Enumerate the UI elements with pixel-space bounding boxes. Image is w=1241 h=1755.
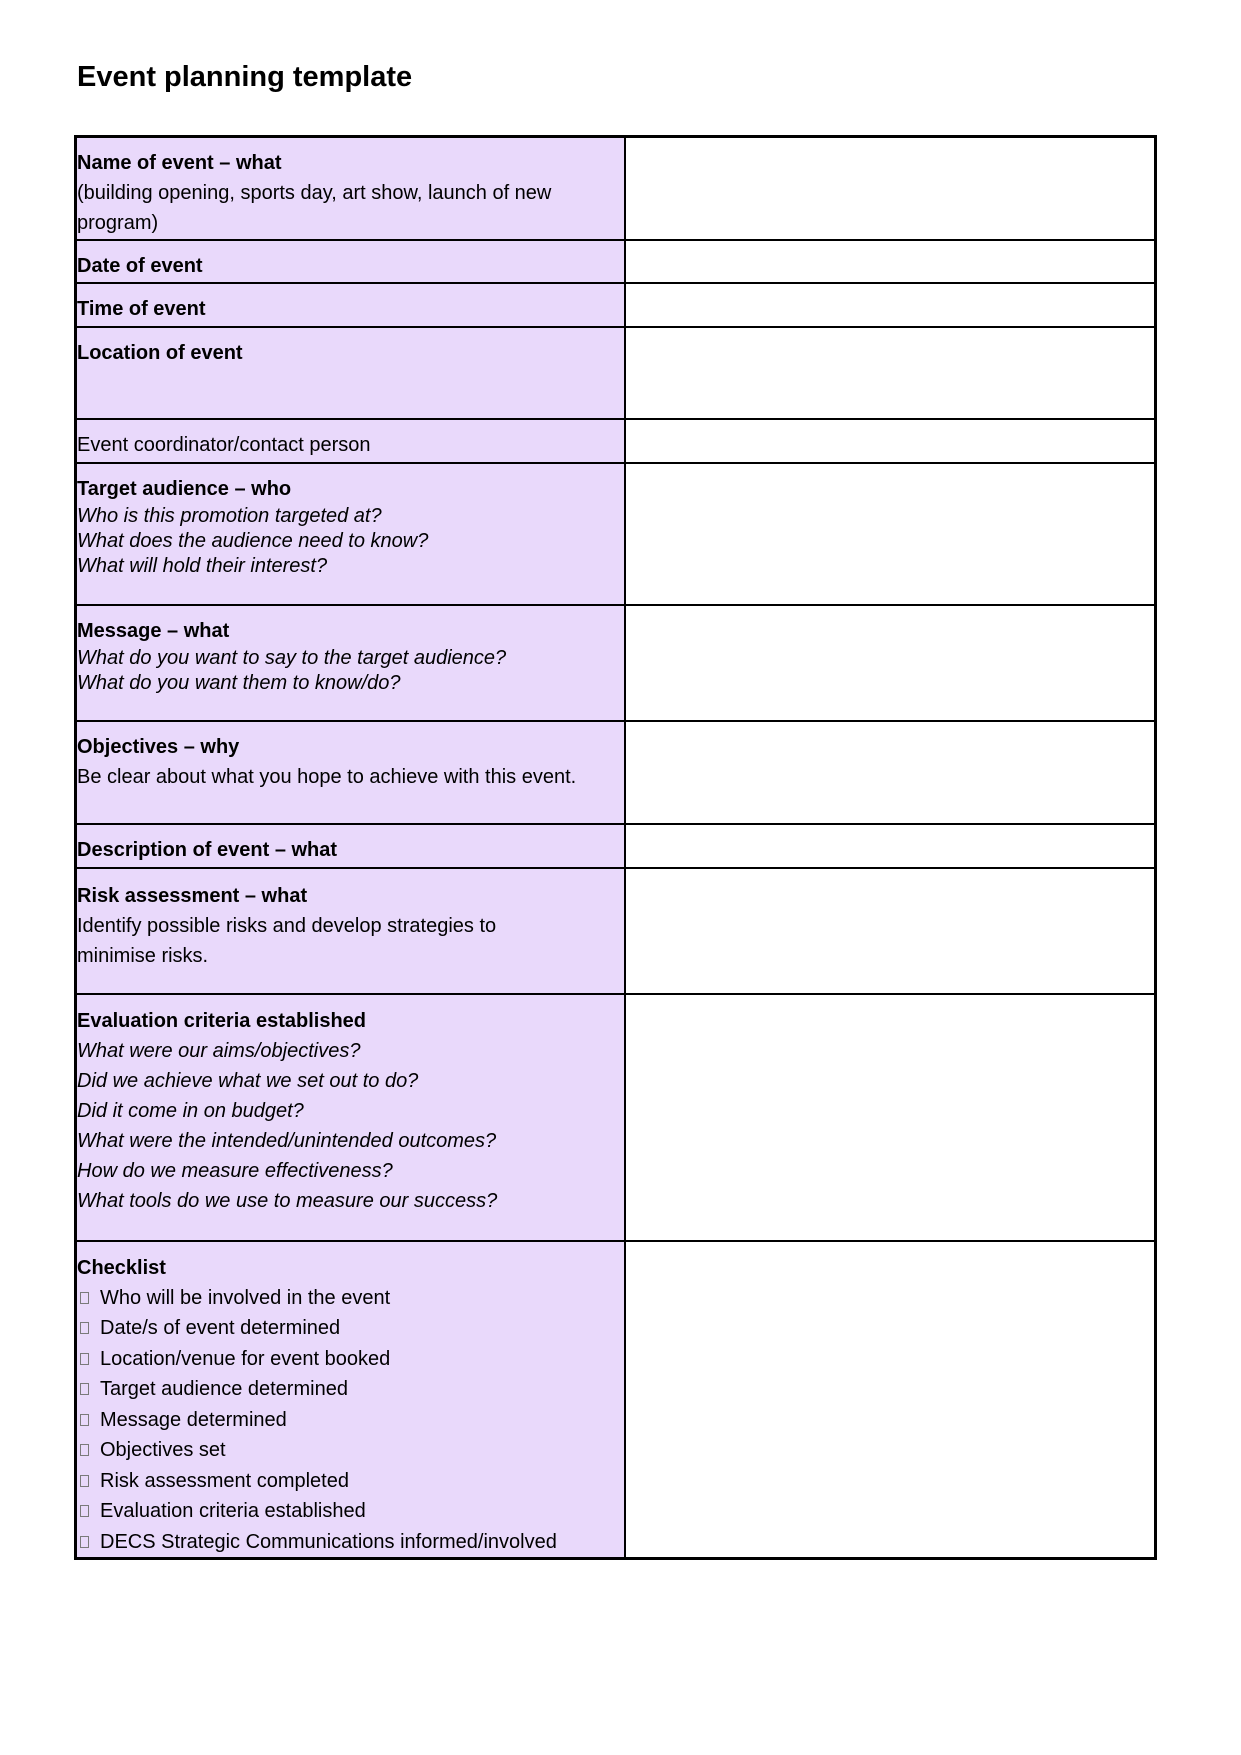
checkbox-icon[interactable]	[80, 1444, 89, 1456]
checklist-item[interactable]	[77, 1283, 624, 1314]
checklist-item[interactable]	[77, 1435, 624, 1466]
row-message	[76, 605, 1156, 721]
row-title: Name of event – what	[77, 152, 282, 174]
row-title: Target audience – who	[77, 477, 292, 500]
checklist	[77, 1283, 624, 1558]
row-label	[76, 824, 625, 868]
description-line: Be clear about what you hope to achieve with this event.	[77, 765, 577, 788]
row-title: Evaluation criteria established	[77, 1009, 366, 1032]
evaluation-criteria-field[interactable]	[625, 994, 1156, 1241]
checklist-item[interactable]	[77, 1374, 624, 1405]
description-line: How do we measure effectiveness?	[77, 1159, 393, 1182]
row-description	[77, 504, 624, 579]
row-description	[77, 178, 624, 238]
checkbox-icon[interactable]	[80, 1536, 89, 1548]
checkbox-icon[interactable]	[80, 1292, 89, 1304]
checklist-item[interactable]	[77, 1466, 624, 1497]
row-description	[77, 762, 624, 792]
row-date-of-event	[76, 240, 1156, 283]
row-label	[76, 721, 625, 824]
event-planning-table	[74, 135, 1157, 1560]
document-title: Event planning template	[77, 61, 413, 93]
row-label	[76, 283, 625, 327]
description-line: Identify possible risks and develop strategies to	[77, 914, 497, 937]
checkbox-icon[interactable]	[80, 1475, 89, 1487]
row-label	[76, 419, 625, 463]
checklist-item-label: Who will be involved in the event	[100, 1286, 391, 1309]
row-label	[76, 463, 625, 605]
row-description	[77, 1036, 624, 1216]
row-description	[77, 646, 624, 696]
row-target-audience	[76, 463, 1156, 605]
location-of-event-field[interactable]	[625, 327, 1156, 419]
row-evaluation-criteria	[76, 994, 1156, 1241]
row-title: Objectives – why	[77, 735, 240, 758]
event-coordinator-field[interactable]	[625, 419, 1156, 463]
row-description	[77, 911, 624, 971]
row-title: Date of event	[77, 254, 203, 277]
checkbox-icon[interactable]	[80, 1353, 89, 1365]
row-title: Checklist	[77, 1256, 166, 1279]
checklist-item-label: Target audience determined	[100, 1378, 348, 1401]
row-label	[76, 868, 625, 994]
objectives-field[interactable]	[625, 721, 1156, 824]
row-label	[76, 605, 625, 721]
description-line: What does the audience need to know?	[77, 529, 429, 552]
description-line: Did we achieve what we set out to do?	[77, 1069, 419, 1092]
description-line: Did it come in on budget?	[77, 1099, 304, 1122]
name-of-event-field[interactable]	[625, 137, 1156, 240]
row-description-of-event	[76, 824, 1156, 868]
checklist-item[interactable]	[77, 1405, 624, 1436]
description-of-event-field[interactable]	[625, 824, 1156, 868]
checklist-item-label: Location/venue for event booked	[100, 1347, 391, 1370]
checklist-item-label: Evaluation criteria established	[100, 1500, 366, 1523]
row-title: Location of event	[77, 341, 243, 364]
checklist-item-label: Date/s of event determined	[100, 1317, 341, 1340]
description-line: minimise risks.	[77, 944, 209, 967]
row-title: Time of event	[77, 297, 206, 320]
row-location-of-event	[76, 327, 1156, 419]
checklist-item[interactable]	[77, 1344, 624, 1375]
row-title: Event coordinator/contact person	[77, 433, 371, 456]
checklist-item[interactable]	[77, 1313, 624, 1344]
checklist-field[interactable]	[625, 1241, 1156, 1559]
checklist-item[interactable]	[77, 1496, 624, 1527]
row-title: Risk assessment – what	[77, 884, 308, 907]
row-title: Description of event – what	[77, 838, 338, 861]
row-label	[76, 137, 625, 240]
description-line: Who is this promotion targeted at?	[77, 504, 382, 527]
date-of-event-field[interactable]	[625, 240, 1156, 283]
row-risk-assessment	[76, 868, 1156, 994]
time-of-event-field[interactable]	[625, 283, 1156, 327]
row-objectives	[76, 721, 1156, 824]
description-line: What were the intended/unintended outcomes?	[77, 1129, 497, 1152]
description-line: (building opening, sports day, art show, launch of new	[77, 182, 552, 204]
row-checklist	[76, 1241, 1156, 1559]
checklist-item-label: Message determined	[100, 1408, 287, 1431]
description-line: What will hold their interest?	[77, 554, 328, 577]
checkbox-icon[interactable]	[80, 1322, 89, 1334]
target-audience-field[interactable]	[625, 463, 1156, 605]
row-time-of-event	[76, 283, 1156, 327]
row-label	[76, 240, 625, 283]
checkbox-icon[interactable]	[80, 1414, 89, 1426]
description-line: What do you want them to know/do?	[77, 671, 401, 694]
description-line: What tools do we use to measure our success?	[77, 1189, 498, 1212]
row-event-coordinator	[76, 419, 1156, 463]
checkbox-icon[interactable]	[80, 1505, 89, 1517]
checklist-item-label: Risk assessment completed	[100, 1469, 349, 1492]
row-name-of-event	[76, 137, 1156, 240]
checklist-item[interactable]	[77, 1527, 624, 1558]
row-label	[76, 1241, 625, 1559]
risk-assessment-field[interactable]	[625, 868, 1156, 994]
description-line: What do you want to say to the target audience?	[77, 646, 507, 669]
checklist-item-label: DECS Strategic Communications informed/involved	[100, 1530, 557, 1553]
row-label	[76, 994, 625, 1241]
row-label	[76, 327, 625, 419]
checklist-item-label: Objectives set	[100, 1439, 226, 1462]
description-line: program)	[77, 212, 159, 234]
message-field[interactable]	[625, 605, 1156, 721]
row-title: Message – what	[77, 619, 230, 642]
description-line: What were our aims/objectives?	[77, 1039, 361, 1062]
checkbox-icon[interactable]	[80, 1383, 89, 1395]
